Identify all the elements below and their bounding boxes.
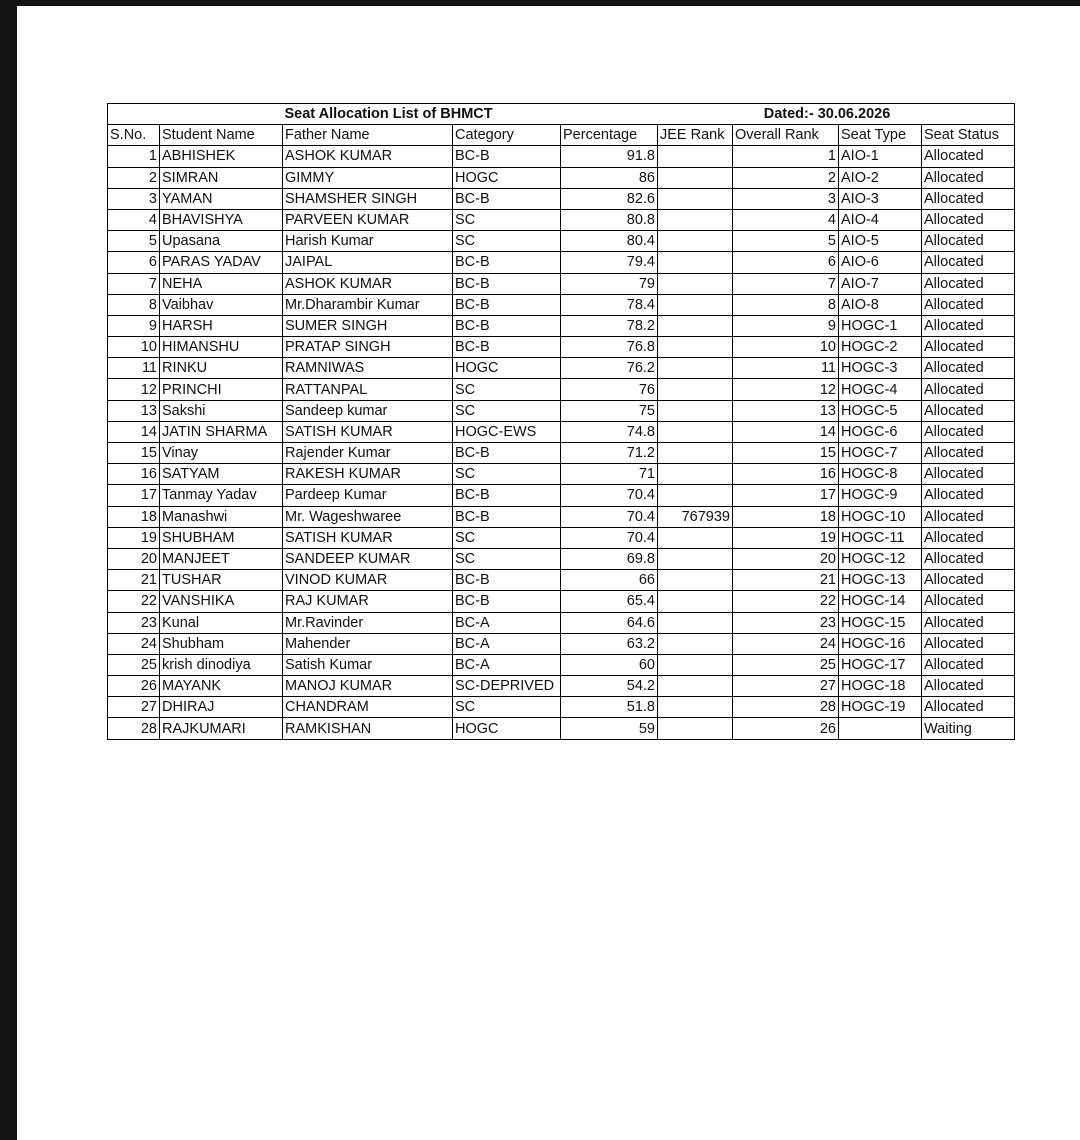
cell-percentage: 78.4 — [561, 294, 658, 315]
cell-seat-status: Allocated — [922, 676, 1015, 697]
cell-seat-type: AIO-2 — [839, 167, 922, 188]
cell-seat-type: HOGC-12 — [839, 548, 922, 569]
cell-father-name: RAJ KUMAR — [283, 591, 453, 612]
cell-student-name: JATIN SHARMA — [160, 421, 283, 442]
cell-father-name: RAMNIWAS — [283, 358, 453, 379]
cell-seat-status: Allocated — [922, 485, 1015, 506]
table-row — [108, 485, 1015, 506]
table-row — [108, 676, 1015, 697]
cell-seat-status: Allocated — [922, 315, 1015, 336]
cell-category: SC — [453, 548, 561, 569]
cell-sno: 3 — [108, 188, 160, 209]
cell-overall-rank: 1 — [733, 146, 839, 167]
cell-percentage: 71 — [561, 464, 658, 485]
cell-sno: 25 — [108, 654, 160, 675]
cell-category: SC — [453, 697, 561, 718]
cell-seat-type: AIO-8 — [839, 294, 922, 315]
header-father-name: Father Name — [283, 125, 453, 146]
cell-jee-rank — [658, 231, 733, 252]
table-row — [108, 464, 1015, 485]
cell-student-name: SATYAM — [160, 464, 283, 485]
cell-jee-rank — [658, 570, 733, 591]
cell-sno: 10 — [108, 337, 160, 358]
table-row — [108, 209, 1015, 230]
cell-overall-rank: 12 — [733, 379, 839, 400]
table-row — [108, 146, 1015, 167]
cell-father-name: RATTANPAL — [283, 379, 453, 400]
cell-seat-type: HOGC-7 — [839, 443, 922, 464]
cell-sno: 17 — [108, 485, 160, 506]
cell-percentage: 64.6 — [561, 612, 658, 633]
cell-jee-rank — [658, 209, 733, 230]
cell-overall-rank: 26 — [733, 718, 839, 739]
cell-jee-rank — [658, 654, 733, 675]
cell-father-name: SHAMSHER SINGH — [283, 188, 453, 209]
cell-jee-rank: 767939 — [658, 506, 733, 527]
cell-category: SC — [453, 400, 561, 421]
cell-overall-rank: 11 — [733, 358, 839, 379]
cell-father-name: Rajender Kumar — [283, 443, 453, 464]
cell-sno: 8 — [108, 294, 160, 315]
cell-percentage: 79.4 — [561, 252, 658, 273]
cell-father-name: Mr.Ravinder — [283, 612, 453, 633]
cell-father-name: Pardeep Kumar — [283, 485, 453, 506]
cell-percentage: 71.2 — [561, 443, 658, 464]
cell-student-name: SHUBHAM — [160, 527, 283, 548]
cell-father-name: CHANDRAM — [283, 697, 453, 718]
cell-category: BC-B — [453, 315, 561, 336]
cell-overall-rank: 7 — [733, 273, 839, 294]
cell-category: BC-B — [453, 294, 561, 315]
cell-father-name: PARVEEN KUMAR — [283, 209, 453, 230]
cell-student-name: RINKU — [160, 358, 283, 379]
table-row — [108, 400, 1015, 421]
cell-percentage: 80.8 — [561, 209, 658, 230]
table-row — [108, 654, 1015, 675]
cell-percentage: 69.8 — [561, 548, 658, 569]
cell-student-name: PRINCHI — [160, 379, 283, 400]
cell-seat-type: AIO-7 — [839, 273, 922, 294]
cell-seat-type: HOGC-14 — [839, 591, 922, 612]
cell-percentage: 74.8 — [561, 421, 658, 442]
cell-overall-rank: 22 — [733, 591, 839, 612]
cell-jee-rank — [658, 379, 733, 400]
table-row — [108, 167, 1015, 188]
cell-category: BC-A — [453, 654, 561, 675]
cell-student-name: PARAS YADAV — [160, 252, 283, 273]
cell-seat-status: Allocated — [922, 358, 1015, 379]
header-seat-status: Seat Status — [922, 125, 1015, 146]
cell-seat-status: Allocated — [922, 464, 1015, 485]
cell-overall-rank: 5 — [733, 231, 839, 252]
cell-category: HOGC — [453, 167, 561, 188]
cell-student-name: MANJEET — [160, 548, 283, 569]
table-row — [108, 443, 1015, 464]
cell-sno: 22 — [108, 591, 160, 612]
cell-percentage: 79 — [561, 273, 658, 294]
cell-percentage: 80.4 — [561, 231, 658, 252]
cell-overall-rank: 21 — [733, 570, 839, 591]
cell-student-name: BHAVISHYA — [160, 209, 283, 230]
cell-seat-status: Allocated — [922, 252, 1015, 273]
cell-seat-type: AIO-1 — [839, 146, 922, 167]
cell-seat-status: Allocated — [922, 146, 1015, 167]
cell-percentage: 75 — [561, 400, 658, 421]
cell-seat-status: Allocated — [922, 167, 1015, 188]
cell-seat-status: Allocated — [922, 294, 1015, 315]
cell-seat-type: HOGC-11 — [839, 527, 922, 548]
cell-seat-type: HOGC-8 — [839, 464, 922, 485]
cell-seat-type: HOGC-18 — [839, 676, 922, 697]
table-row — [108, 358, 1015, 379]
cell-percentage: 91.8 — [561, 146, 658, 167]
table-row — [108, 273, 1015, 294]
cell-jee-rank — [658, 252, 733, 273]
cell-father-name: Harish Kumar — [283, 231, 453, 252]
cell-student-name: Tanmay Yadav — [160, 485, 283, 506]
cell-percentage: 60 — [561, 654, 658, 675]
cell-jee-rank — [658, 548, 733, 569]
table-row — [108, 294, 1015, 315]
header-overall-rank: Overall Rank — [733, 125, 839, 146]
cell-sno: 11 — [108, 358, 160, 379]
cell-student-name: ABHISHEK — [160, 146, 283, 167]
cell-overall-rank: 2 — [733, 167, 839, 188]
cell-father-name: RAKESH KUMAR — [283, 464, 453, 485]
header-jee-rank: JEE Rank — [658, 125, 733, 146]
table-row — [108, 570, 1015, 591]
cell-category: HOGC — [453, 358, 561, 379]
cell-category: SC-DEPRIVED — [453, 676, 561, 697]
cell-sno: 19 — [108, 527, 160, 548]
table-row — [108, 421, 1015, 442]
cell-overall-rank: 20 — [733, 548, 839, 569]
cell-student-name: Vaibhav — [160, 294, 283, 315]
cell-jee-rank — [658, 294, 733, 315]
cell-student-name: Upasana — [160, 231, 283, 252]
cell-sno: 14 — [108, 421, 160, 442]
cell-jee-rank — [658, 612, 733, 633]
cell-seat-status: Allocated — [922, 570, 1015, 591]
cell-student-name: MAYANK — [160, 676, 283, 697]
cell-student-name: RAJKUMARI — [160, 718, 283, 739]
cell-father-name: MANOJ KUMAR — [283, 676, 453, 697]
header-student-name: Student Name — [160, 125, 283, 146]
cell-seat-type: HOGC-13 — [839, 570, 922, 591]
cell-percentage: 70.4 — [561, 485, 658, 506]
cell-student-name: SIMRAN — [160, 167, 283, 188]
cell-category: SC — [453, 379, 561, 400]
title-row — [108, 104, 1015, 125]
cell-jee-rank — [658, 485, 733, 506]
cell-seat-status: Allocated — [922, 188, 1015, 209]
cell-sno: 16 — [108, 464, 160, 485]
cell-father-name: Satish Kumar — [283, 654, 453, 675]
table-row — [108, 379, 1015, 400]
cell-jee-rank — [658, 421, 733, 442]
cell-jee-rank — [658, 146, 733, 167]
cell-student-name: Kunal — [160, 612, 283, 633]
cell-seat-status: Allocated — [922, 527, 1015, 548]
cell-father-name: SUMER SINGH — [283, 315, 453, 336]
cell-seat-type: HOGC-16 — [839, 633, 922, 654]
cell-category: BC-B — [453, 591, 561, 612]
cell-sno: 5 — [108, 231, 160, 252]
cell-overall-rank: 13 — [733, 400, 839, 421]
cell-percentage: 78.2 — [561, 315, 658, 336]
cell-category: BC-B — [453, 337, 561, 358]
cell-father-name: ASHOK KUMAR — [283, 146, 453, 167]
header-sno: S.No. — [108, 125, 160, 146]
cell-student-name: HIMANSHU — [160, 337, 283, 358]
cell-overall-rank: 9 — [733, 315, 839, 336]
cell-overall-rank: 17 — [733, 485, 839, 506]
cell-percentage: 76.2 — [561, 358, 658, 379]
cell-sno: 15 — [108, 443, 160, 464]
cell-seat-type: HOGC-10 — [839, 506, 922, 527]
cell-jee-rank — [658, 273, 733, 294]
cell-seat-status: Allocated — [922, 591, 1015, 612]
cell-sno: 23 — [108, 612, 160, 633]
cell-sno: 21 — [108, 570, 160, 591]
cell-student-name: YAMAN — [160, 188, 283, 209]
cell-overall-rank: 24 — [733, 633, 839, 654]
cell-seat-type: HOGC-15 — [839, 612, 922, 633]
cell-overall-rank: 18 — [733, 506, 839, 527]
cell-category: BC-B — [453, 146, 561, 167]
photo-edge-left — [0, 0, 17, 1140]
header-percentage: Percentage — [561, 125, 658, 146]
cell-percentage: 82.6 — [561, 188, 658, 209]
cell-seat-status: Allocated — [922, 209, 1015, 230]
cell-category: BC-B — [453, 252, 561, 273]
cell-student-name: NEHA — [160, 273, 283, 294]
cell-seat-type: AIO-3 — [839, 188, 922, 209]
document-date: Dated:- 30.06.2026 — [733, 104, 922, 125]
cell-father-name: Mr. Wageshwaree — [283, 506, 453, 527]
cell-sno: 24 — [108, 633, 160, 654]
cell-student-name: Vinay — [160, 443, 283, 464]
cell-seat-status: Allocated — [922, 697, 1015, 718]
cell-overall-rank: 8 — [733, 294, 839, 315]
cell-seat-type: HOGC-2 — [839, 337, 922, 358]
cell-father-name: SATISH KUMAR — [283, 421, 453, 442]
cell-father-name: Mahender — [283, 633, 453, 654]
cell-category: SC — [453, 464, 561, 485]
cell-category: BC-A — [453, 612, 561, 633]
table-row — [108, 506, 1015, 527]
cell-jee-rank — [658, 358, 733, 379]
cell-jee-rank — [658, 633, 733, 654]
cell-jee-rank — [658, 527, 733, 548]
table-row — [108, 548, 1015, 569]
cell-seat-type: AIO-6 — [839, 252, 922, 273]
cell-seat-status: Allocated — [922, 231, 1015, 252]
cell-jee-rank — [658, 464, 733, 485]
cell-seat-type: HOGC-3 — [839, 358, 922, 379]
cell-sno: 27 — [108, 697, 160, 718]
cell-category: BC-B — [453, 485, 561, 506]
document-title: Seat Allocation List of BHMCT — [283, 104, 658, 125]
cell-seat-status: Allocated — [922, 337, 1015, 358]
cell-sno: 2 — [108, 167, 160, 188]
cell-student-name: HARSH — [160, 315, 283, 336]
cell-overall-rank: 4 — [733, 209, 839, 230]
cell-category: BC-B — [453, 273, 561, 294]
cell-seat-status: Allocated — [922, 548, 1015, 569]
cell-jee-rank — [658, 167, 733, 188]
cell-category: BC-B — [453, 188, 561, 209]
cell-overall-rank: 10 — [733, 337, 839, 358]
cell-seat-status: Allocated — [922, 506, 1015, 527]
cell-seat-type: HOGC-1 — [839, 315, 922, 336]
cell-category: SC — [453, 527, 561, 548]
cell-category: SC — [453, 231, 561, 252]
cell-seat-type: HOGC-17 — [839, 654, 922, 675]
table-row — [108, 612, 1015, 633]
cell-overall-rank: 28 — [733, 697, 839, 718]
cell-seat-status: Allocated — [922, 633, 1015, 654]
cell-father-name: RAMKISHAN — [283, 718, 453, 739]
table-row — [108, 188, 1015, 209]
cell-student-name: Manashwi — [160, 506, 283, 527]
cell-percentage: 70.4 — [561, 527, 658, 548]
cell-father-name: GIMMY — [283, 167, 453, 188]
cell-seat-status: Waiting — [922, 718, 1015, 739]
cell-father-name: SATISH KUMAR — [283, 527, 453, 548]
cell-percentage: 70.4 — [561, 506, 658, 527]
cell-father-name: JAIPAL — [283, 252, 453, 273]
cell-seat-type: AIO-5 — [839, 231, 922, 252]
cell-student-name: TUSHAR — [160, 570, 283, 591]
table-row — [108, 252, 1015, 273]
cell-student-name: krish dinodiya — [160, 654, 283, 675]
cell-seat-status: Allocated — [922, 273, 1015, 294]
cell-overall-rank: 23 — [733, 612, 839, 633]
cell-jee-rank — [658, 697, 733, 718]
cell-overall-rank: 6 — [733, 252, 839, 273]
cell-seat-type — [839, 718, 922, 739]
cell-percentage: 65.4 — [561, 591, 658, 612]
cell-sno: 7 — [108, 273, 160, 294]
header-seat-type: Seat Type — [839, 125, 922, 146]
cell-father-name: VINOD KUMAR — [283, 570, 453, 591]
cell-category: HOGC-EWS — [453, 421, 561, 442]
cell-father-name: SANDEEP KUMAR — [283, 548, 453, 569]
cell-sno: 13 — [108, 400, 160, 421]
cell-seat-type: HOGC-5 — [839, 400, 922, 421]
cell-seat-status: Allocated — [922, 443, 1015, 464]
cell-jee-rank — [658, 188, 733, 209]
cell-overall-rank: 16 — [733, 464, 839, 485]
table-row — [108, 633, 1015, 654]
cell-jee-rank — [658, 591, 733, 612]
cell-sno: 20 — [108, 548, 160, 569]
cell-sno: 18 — [108, 506, 160, 527]
cell-overall-rank: 27 — [733, 676, 839, 697]
cell-father-name: ASHOK KUMAR — [283, 273, 453, 294]
cell-category: SC — [453, 209, 561, 230]
cell-category: BC-B — [453, 443, 561, 464]
table-row — [108, 315, 1015, 336]
cell-seat-type: HOGC-9 — [839, 485, 922, 506]
cell-seat-status: Allocated — [922, 421, 1015, 442]
cell-percentage: 86 — [561, 167, 658, 188]
cell-student-name: DHIRAJ — [160, 697, 283, 718]
cell-seat-status: Allocated — [922, 654, 1015, 675]
header-row — [108, 125, 1015, 146]
cell-seat-status: Allocated — [922, 379, 1015, 400]
cell-percentage: 76 — [561, 379, 658, 400]
cell-sno: 1 — [108, 146, 160, 167]
table-row — [108, 527, 1015, 548]
cell-seat-type: HOGC-6 — [839, 421, 922, 442]
header-category: Category — [453, 125, 561, 146]
cell-category: BC-A — [453, 633, 561, 654]
cell-jee-rank — [658, 337, 733, 358]
cell-sno: 9 — [108, 315, 160, 336]
cell-jee-rank — [658, 443, 733, 464]
cell-overall-rank: 14 — [733, 421, 839, 442]
cell-seat-type: HOGC-4 — [839, 379, 922, 400]
table-row — [108, 231, 1015, 252]
cell-sno: 4 — [108, 209, 160, 230]
cell-student-name: Shubham — [160, 633, 283, 654]
cell-jee-rank — [658, 400, 733, 421]
cell-percentage: 54.2 — [561, 676, 658, 697]
cell-sno: 6 — [108, 252, 160, 273]
table-row — [108, 337, 1015, 358]
cell-father-name: PRATAP SINGH — [283, 337, 453, 358]
cell-jee-rank — [658, 315, 733, 336]
cell-overall-rank: 15 — [733, 443, 839, 464]
cell-sno: 28 — [108, 718, 160, 739]
cell-father-name: Sandeep kumar — [283, 400, 453, 421]
cell-percentage: 76.8 — [561, 337, 658, 358]
cell-jee-rank — [658, 718, 733, 739]
cell-overall-rank: 19 — [733, 527, 839, 548]
cell-category: BC-B — [453, 570, 561, 591]
cell-category: HOGC — [453, 718, 561, 739]
cell-percentage: 63.2 — [561, 633, 658, 654]
cell-overall-rank: 25 — [733, 654, 839, 675]
cell-seat-status: Allocated — [922, 400, 1015, 421]
cell-percentage: 66 — [561, 570, 658, 591]
table-row — [108, 591, 1015, 612]
cell-student-name: VANSHIKA — [160, 591, 283, 612]
cell-sno: 12 — [108, 379, 160, 400]
table-row — [108, 718, 1015, 739]
cell-overall-rank: 3 — [733, 188, 839, 209]
cell-percentage: 59 — [561, 718, 658, 739]
table-row — [108, 697, 1015, 718]
cell-jee-rank — [658, 676, 733, 697]
cell-seat-type: AIO-4 — [839, 209, 922, 230]
cell-father-name: Mr.Dharambir Kumar — [283, 294, 453, 315]
cell-percentage: 51.8 — [561, 697, 658, 718]
cell-seat-type: HOGC-19 — [839, 697, 922, 718]
cell-seat-status: Allocated — [922, 612, 1015, 633]
cell-student-name: Sakshi — [160, 400, 283, 421]
cell-category: BC-B — [453, 506, 561, 527]
cell-sno: 26 — [108, 676, 160, 697]
seat-allocation-table — [107, 103, 1015, 740]
